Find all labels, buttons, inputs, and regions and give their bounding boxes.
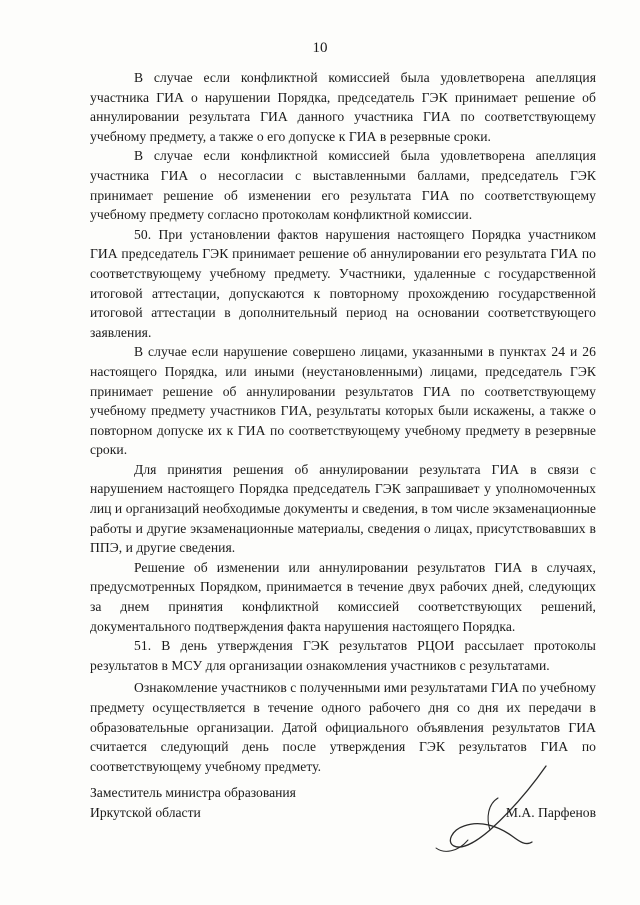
document-body xyxy=(90,68,596,776)
paragraph: В случае если конфликтной комиссией была удовлетворена апелляция участника ГИА о нарушении Порядка, председатель ГЭК принимает решение об аннулировании результата ГИА данного участника ГИА по соответствующему учебному предмету, а также о его допуске к ГИА в резервные сроки. xyxy=(90,70,596,144)
paragraph: 50. При установлении фактов нарушения настоящего Порядка участником ГИА председатель ГЭК принимает решение об аннулировании его результата ГИА по соответствующему учебному предмету. Участники, удаленные с государственной итоговой аттестации, допускаются к повторному прохождению государственной итоговой аттестации в дополнительный период на основании соответствующего заявления. xyxy=(90,226,596,340)
signatory-title-line: Заместитель министра образования xyxy=(90,785,296,800)
paragraph: Для принятия решения об аннулировании результата ГИА в связи с нарушением настоящего Порядка председатель ГЭК запрашивает у уполномоченных лиц и организаций необходимые документы и сведения, в том числе экзаменационные работы и другие экзаменационные материалы, сведения о лицах, присутствовавших в ППЭ, и другие сведения. xyxy=(90,461,597,556)
page-number: 10 xyxy=(312,40,328,56)
paragraph: Решение об изменении или аннулировании результатов ГИА в случаях, предусмотренных Порядком, принимается в течение двух рабочих дней, следующих за днем принятия конфликтной комиссией соответствующих решений, документального подтверждения факта нарушения настоящего Порядка. xyxy=(90,559,596,634)
paragraph: В случае если нарушение совершено лицами, указанными в пунктах 24 и 26 настоящего Порядка, или иными (неустановленными) лицами, председатель ГЭК принимает решение об аннулировании результатов ГИА по соответствующему учебному предмету участников ГИА, результаты которых были искажены, а также о повторном допуске их к ГИА по соответствующему учебному предмету в резервные сроки. xyxy=(90,344,596,458)
paragraph: В случае если конфликтной комиссией была удовлетворена апелляция участника ГИА о несогласии с выставленными баллами, председатель ГЭК принимает решение об изменении его результата ГИА по соответствующему учебному предмету согласно протоколам конфликтной комиссии. xyxy=(90,148,596,223)
signatory-title xyxy=(90,783,390,822)
paragraph: 51. В день утверждения ГЭК результатов РЦОИ рассылает протоколы результатов в МСУ для организации ознакомления участников с результатами. xyxy=(90,638,596,673)
signature-block xyxy=(90,780,596,850)
signatory-title-line: Иркутской области xyxy=(90,804,201,820)
paragraph: Ознакомление участников с полученными ими результатами ГИА по учебному предмету осуществляется в течение одного рабочего дня со дня их передачи в образовательные организации. Датой официального объявления результатов ГИА считается следующий день после утверждения ГЭК результатов ГИА по соответствующему учебному предмету. xyxy=(90,680,596,774)
signatory-name: М.А. Парфенов xyxy=(505,805,596,820)
